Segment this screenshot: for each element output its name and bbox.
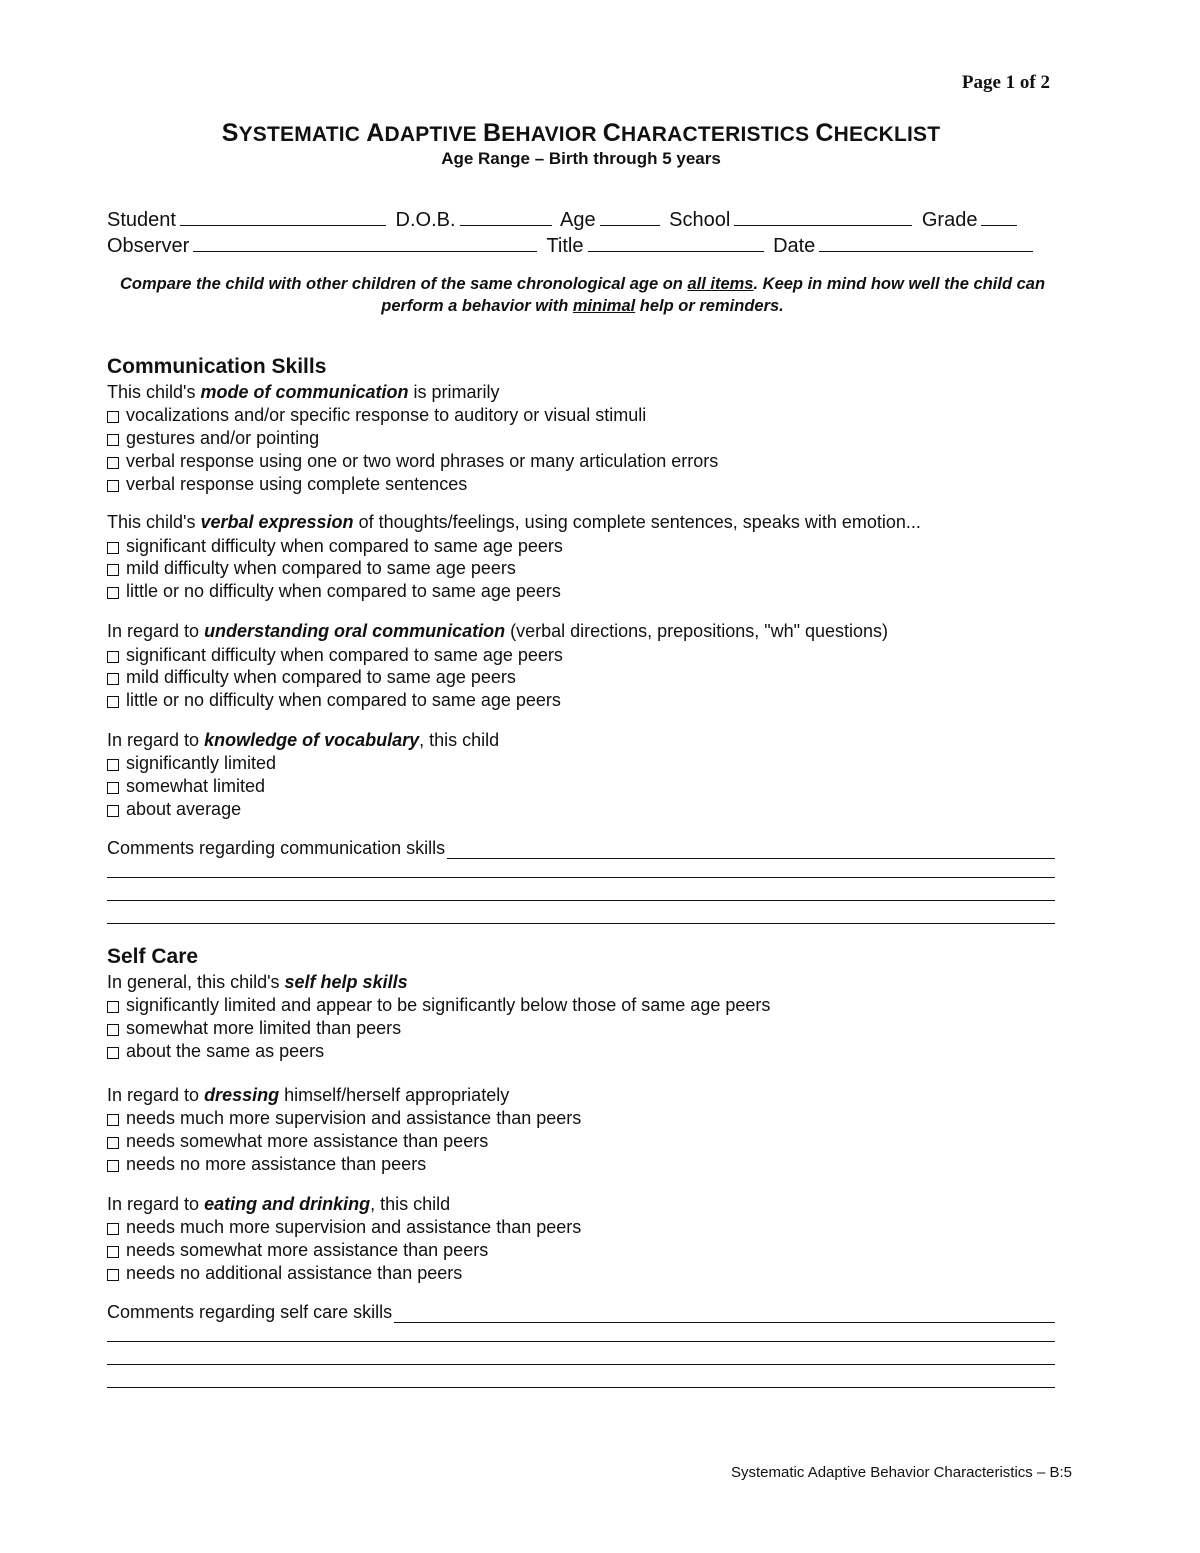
checkbox-option[interactable]: mild difficulty when compared to same age peers [107,558,516,579]
checkbox-icon[interactable] [107,1024,119,1036]
checkbox-icon[interactable] [107,411,119,423]
checkbox-icon[interactable] [107,480,119,492]
comment-rule[interactable] [107,900,1055,901]
communication-comments-field[interactable]: Comments regarding communication skills [107,838,1055,859]
checkbox-option[interactable]: little or no difficulty when compared to same age peers [107,690,561,711]
comment-rule[interactable] [107,923,1055,924]
page-footer: Systematic Adaptive Behavior Characteristics – B:5 [731,1464,1072,1481]
communication-heading: Communication Skills [107,355,327,378]
checkbox-option[interactable]: about average [107,799,241,820]
checkbox-icon[interactable] [107,1269,119,1281]
comment-rule[interactable] [107,1341,1055,1342]
question-eating-and-drinking: In regard to eating and drinking, this child [107,1194,451,1214]
question-dressing: In regard to dressing himself/herself appropriately [107,1085,510,1105]
age-label: Age [559,209,596,231]
title-label: Title [546,235,584,257]
comment-rule[interactable] [107,1364,1055,1365]
question-mode-of-communication: This child's mode of communication is primarily [107,382,500,402]
checkbox-option[interactable]: needs much more supervision and assistance than peers [107,1217,581,1238]
question-knowledge-of-vocabulary: In regard to knowledge of vocabulary, this child [107,730,500,750]
checkbox-option[interactable]: significantly limited and appear to be significantly below those of same age peers [107,995,770,1016]
checkbox-icon[interactable] [107,696,119,708]
checkbox-option[interactable]: significant difficulty when compared to same age peers [107,536,563,557]
checkbox-option[interactable]: verbal response using complete sentences [107,474,467,495]
dob-label: D.O.B. [395,209,456,231]
title-field[interactable] [588,233,764,252]
student-label: Student [107,209,176,231]
comment-rule[interactable] [107,877,1055,878]
checkbox-icon[interactable] [107,782,119,794]
checkbox-icon[interactable] [107,805,119,817]
page-number: Page 1 of 2 [961,72,1050,93]
checkbox-icon[interactable] [107,1160,119,1172]
checkbox-option[interactable]: significant difficulty when compared to same age peers [107,645,563,666]
checkbox-option[interactable]: somewhat more limited than peers [107,1018,401,1039]
checkbox-option[interactable]: vocalizations and/or specific response to auditory or visual stimuli [107,405,646,426]
checkbox-option[interactable]: needs no more assistance than peers [107,1154,426,1175]
checkbox-option[interactable]: significantly limited [107,753,276,774]
student-info-row [107,207,1057,232]
comment-rule[interactable] [107,1387,1055,1388]
school-label: School [669,209,731,231]
selfcare-comments-field[interactable]: Comments regarding self care skills [107,1302,1055,1323]
checkbox-icon[interactable] [107,434,119,446]
date-label: Date [773,235,816,257]
selfcare-heading: Self Care [107,945,199,968]
grade-label: Grade [921,209,978,231]
checkbox-option[interactable]: about the same as peers [107,1041,324,1062]
checkbox-option[interactable]: somewhat limited [107,776,265,797]
checkbox-option[interactable]: little or no difficulty when compared to same age peers [107,581,561,602]
observer-field[interactable] [193,233,537,252]
dob-field[interactable] [460,207,552,226]
date-field[interactable] [819,233,1033,252]
checkbox-option[interactable]: verbal response using one or two word phrases or many articulation errors [107,451,718,472]
checkbox-icon[interactable] [107,651,119,663]
student-field[interactable] [180,207,386,226]
checkbox-option[interactable]: mild difficulty when compared to same age peers [107,667,516,688]
checkbox-icon[interactable] [107,1047,119,1059]
instructions: Compare the child with other children of the same chronological age on all items. Keep in mind how well the child can perform a behavior with minimal help or reminders. [119,275,1046,315]
checkbox-icon[interactable] [107,1114,119,1126]
checkbox-option[interactable]: needs much more supervision and assistance than peers [107,1108,581,1129]
document-title: SYSTEMATIC ADAPTIVE BEHAVIOR CHARACTERISTICS CHECKLIST [221,119,941,147]
question-verbal-expression: This child's verbal expression of thoughts/feelings, using complete sentences, speaks with emotion... [107,512,921,532]
checkbox-icon[interactable] [107,759,119,771]
checkbox-option[interactable]: needs somewhat more assistance than peers [107,1240,488,1261]
checkbox-icon[interactable] [107,1137,119,1149]
checkbox-icon[interactable] [107,457,119,469]
question-self-help-skills: In general, this child's self help skills [107,972,408,992]
checkbox-icon[interactable] [107,1246,119,1258]
grade-field[interactable] [981,207,1017,226]
checkbox-icon[interactable] [107,673,119,685]
checkbox-option[interactable]: needs no additional assistance than peers [107,1263,462,1284]
checkbox-icon[interactable] [107,1001,119,1013]
age-field[interactable] [600,207,660,226]
checkbox-icon[interactable] [107,564,119,576]
school-field[interactable] [734,207,912,226]
checkbox-icon[interactable] [107,542,119,554]
observer-info-row [107,233,1057,258]
checkbox-option[interactable]: needs somewhat more assistance than peers [107,1131,488,1152]
checkbox-option[interactable]: gestures and/or pointing [107,428,319,449]
checkbox-icon[interactable] [107,1223,119,1235]
age-range-subtitle: Age Range – Birth through 5 years [441,149,721,168]
observer-label: Observer [107,235,190,257]
checkbox-icon[interactable] [107,587,119,599]
question-understanding-oral-communication: In regard to understanding oral communication (verbal directions, prepositions, "wh" questions) [107,621,889,641]
